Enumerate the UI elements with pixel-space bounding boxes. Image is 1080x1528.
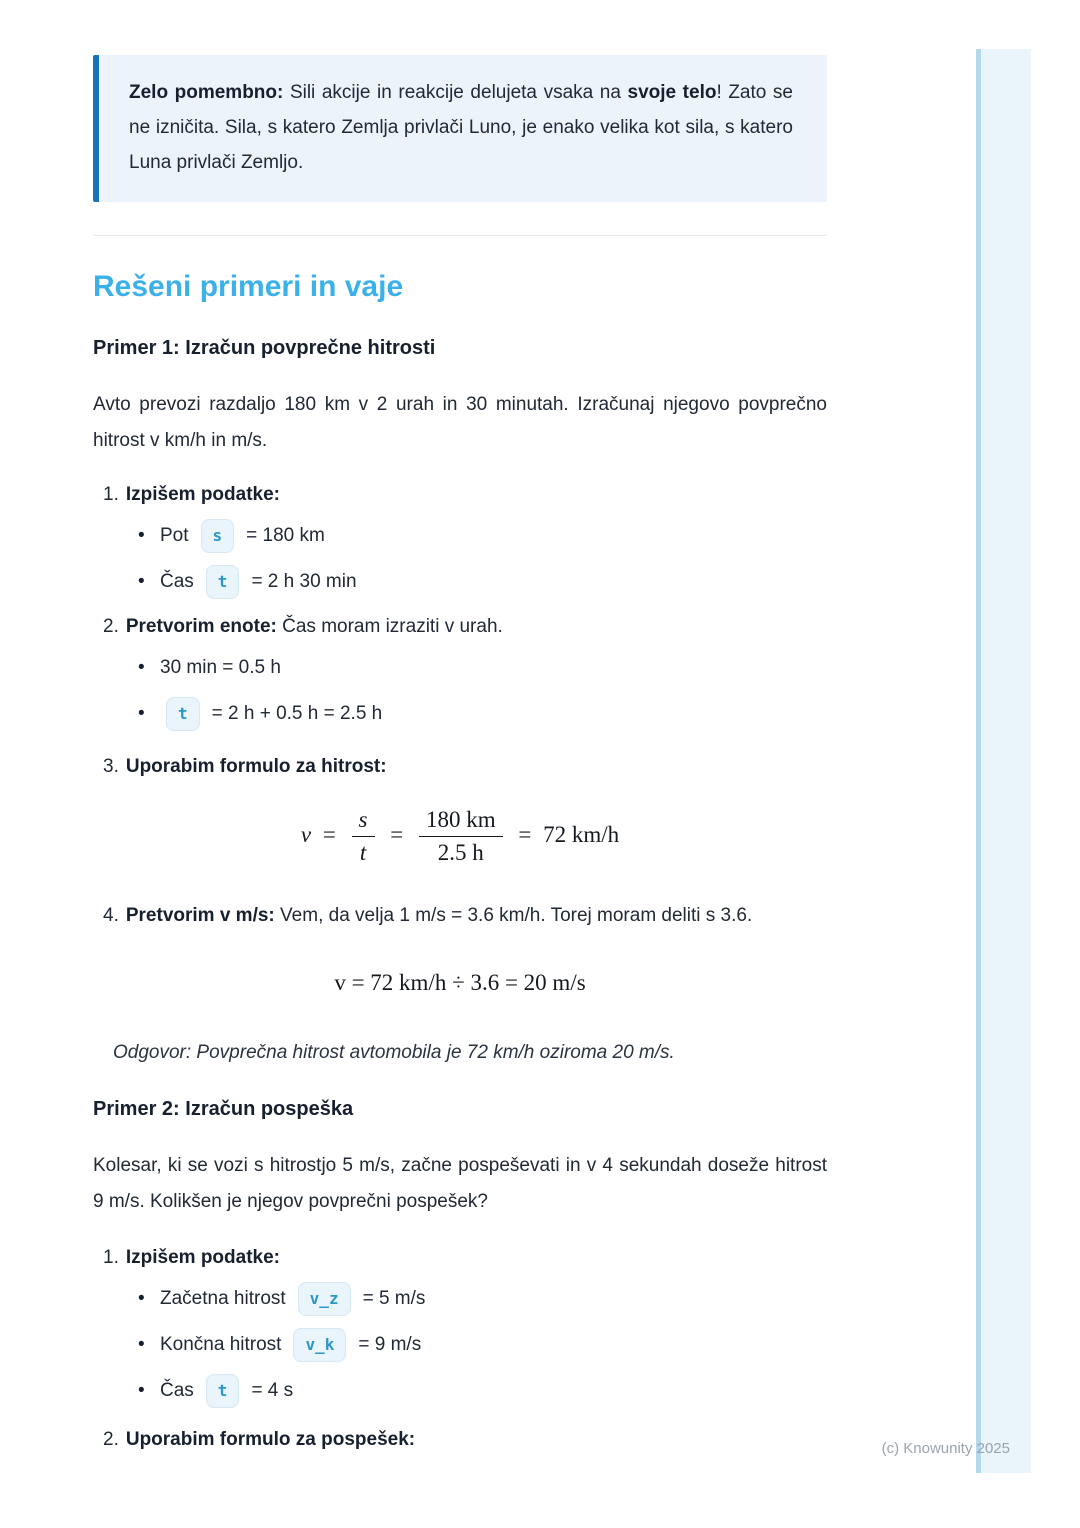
example1-step2 <box>103 615 827 639</box>
step-number: 1. <box>103 484 119 505</box>
bullet-text: Končna hitrost <box>160 1334 282 1355</box>
bullet-icon: • <box>138 703 145 724</box>
page-edge-strip <box>976 49 1031 1473</box>
list-item <box>138 1328 827 1362</box>
equals-sign: = <box>518 821 532 847</box>
step-number: 2. <box>103 616 119 637</box>
fraction-numerator: s <box>352 807 375 837</box>
fraction-denominator: 2.5 h <box>437 840 484 865</box>
variable-badge-s: s <box>201 519 235 553</box>
document-content <box>93 0 827 1452</box>
callout-bold-lead: Zelo pomembno: <box>129 82 284 103</box>
step-text: Vem, da velja 1 m/s = 3.6 km/h. Torej moram deliti s 3.6. <box>274 905 753 926</box>
step-number: 4. <box>103 905 119 926</box>
equals-sign: = <box>322 821 336 847</box>
bullet-icon: • <box>138 571 145 592</box>
bullet-value: = 2 h 30 min <box>251 571 357 592</box>
callout-text-2: ! Zato se ne izničita. Sila, s katero Zemlja privlači Luno, je enako velika kot sila, s katero Luna privlači Zemljo. <box>129 82 793 173</box>
bullet-value: = 5 m/s <box>362 1288 426 1309</box>
example2-title: Primer 2: Izračun pospeška <box>93 1098 354 1120</box>
step-label: Uporabim formulo za hitrost: <box>125 756 387 777</box>
step-number: 2. <box>103 1429 119 1450</box>
example2-step1 <box>103 1246 827 1270</box>
list-item <box>138 651 827 685</box>
equals-sign: = <box>390 821 404 847</box>
step-text: Čas moram izraziti v urah. <box>276 616 503 637</box>
bullet-text: Začetna hitrost <box>160 1288 286 1309</box>
variable-badge-vz: v_z <box>298 1282 351 1316</box>
bullet-value: = 9 m/s <box>358 1334 422 1355</box>
fraction-numerator: 180 km <box>419 807 503 837</box>
fraction-denominator: t <box>359 840 367 865</box>
step-label: Pretvorim enote: <box>125 616 277 637</box>
variable-badge-vk: v_k <box>293 1328 346 1362</box>
variable-badge-t: t <box>166 697 200 731</box>
bullet-text: Čas <box>160 571 194 592</box>
bullet-icon: • <box>138 525 145 546</box>
bullet-value: = 2 h + 0.5 h = 2.5 h <box>211 703 383 724</box>
conversion-formula <box>93 970 827 996</box>
list-item <box>138 697 827 731</box>
example2-intro: Kolesar, ki se vozi s hitrostjo 5 m/s, začne pospeševati in v 4 sekundah doseže hitrost 9 m/s. Kolikšen je njegov povprečni pospešek? <box>93 1155 827 1212</box>
copyright-watermark: (c) Knowunity 2025 <box>881 1440 1010 1457</box>
bullet-text: 30 min = 0.5 h <box>160 657 281 678</box>
velocity-formula <box>93 807 827 866</box>
math-variable: v <box>300 821 312 847</box>
bullet-value: = 180 km <box>246 525 325 546</box>
step-number: 3. <box>103 756 119 777</box>
list-item <box>138 565 827 599</box>
step-number: 1. <box>103 1247 119 1268</box>
list-item <box>138 1282 827 1316</box>
fraction-180km-over-25h <box>419 807 503 866</box>
fraction-s-over-t <box>352 807 375 866</box>
callout-text-1: Sili akcije in reakcije delujeta vsaka na <box>283 82 628 103</box>
important-callout <box>93 55 827 202</box>
list-item <box>138 519 827 553</box>
step-label: Pretvorim v m/s: <box>125 905 275 926</box>
bullet-text: Pot <box>160 525 189 546</box>
example2-step2 <box>103 1428 827 1452</box>
list-item <box>138 1374 827 1408</box>
bullet-text: Čas <box>160 1380 194 1401</box>
example1-intro: Avto prevozi razdaljo 180 km v 2 urah in 30 minutah. Izračunaj njegovo povprečno hitrost v km/h in m/s. <box>93 394 827 451</box>
formula-result: 72 km/h <box>543 821 620 847</box>
bullet-icon: • <box>138 1380 145 1401</box>
step-label: Izpišem podatke: <box>125 1247 281 1268</box>
bullet-icon: • <box>138 1334 145 1355</box>
example1-title: Primer 1: Izračun povprečne hitrosti <box>93 337 436 359</box>
formula-text: = 72 km/h ÷ 3.6 = 20 m/s <box>345 970 586 995</box>
bullet-icon: • <box>138 657 145 678</box>
math-variable: v <box>334 970 346 995</box>
example1-step4 <box>103 904 827 928</box>
example1-answer: Odgovor: Povprečna hitrost avtomobila je 72 km/h oziroma 20 m/s. <box>113 1042 675 1063</box>
bullet-value: = 4 s <box>251 1380 294 1401</box>
page-title: Rešeni primeri in vaje <box>93 270 404 303</box>
step-label: Izpišem podatke: <box>125 484 281 505</box>
bullet-icon: • <box>138 1288 145 1309</box>
example1-step3 <box>103 755 827 779</box>
section-divider <box>93 235 827 236</box>
step-label: Uporabim formulo za pospešek: <box>125 1429 416 1450</box>
callout-bold-mid: svoje telo <box>627 82 717 103</box>
variable-badge-t: t <box>206 565 240 599</box>
variable-badge-t: t <box>206 1374 240 1408</box>
example1-step1 <box>103 483 827 507</box>
